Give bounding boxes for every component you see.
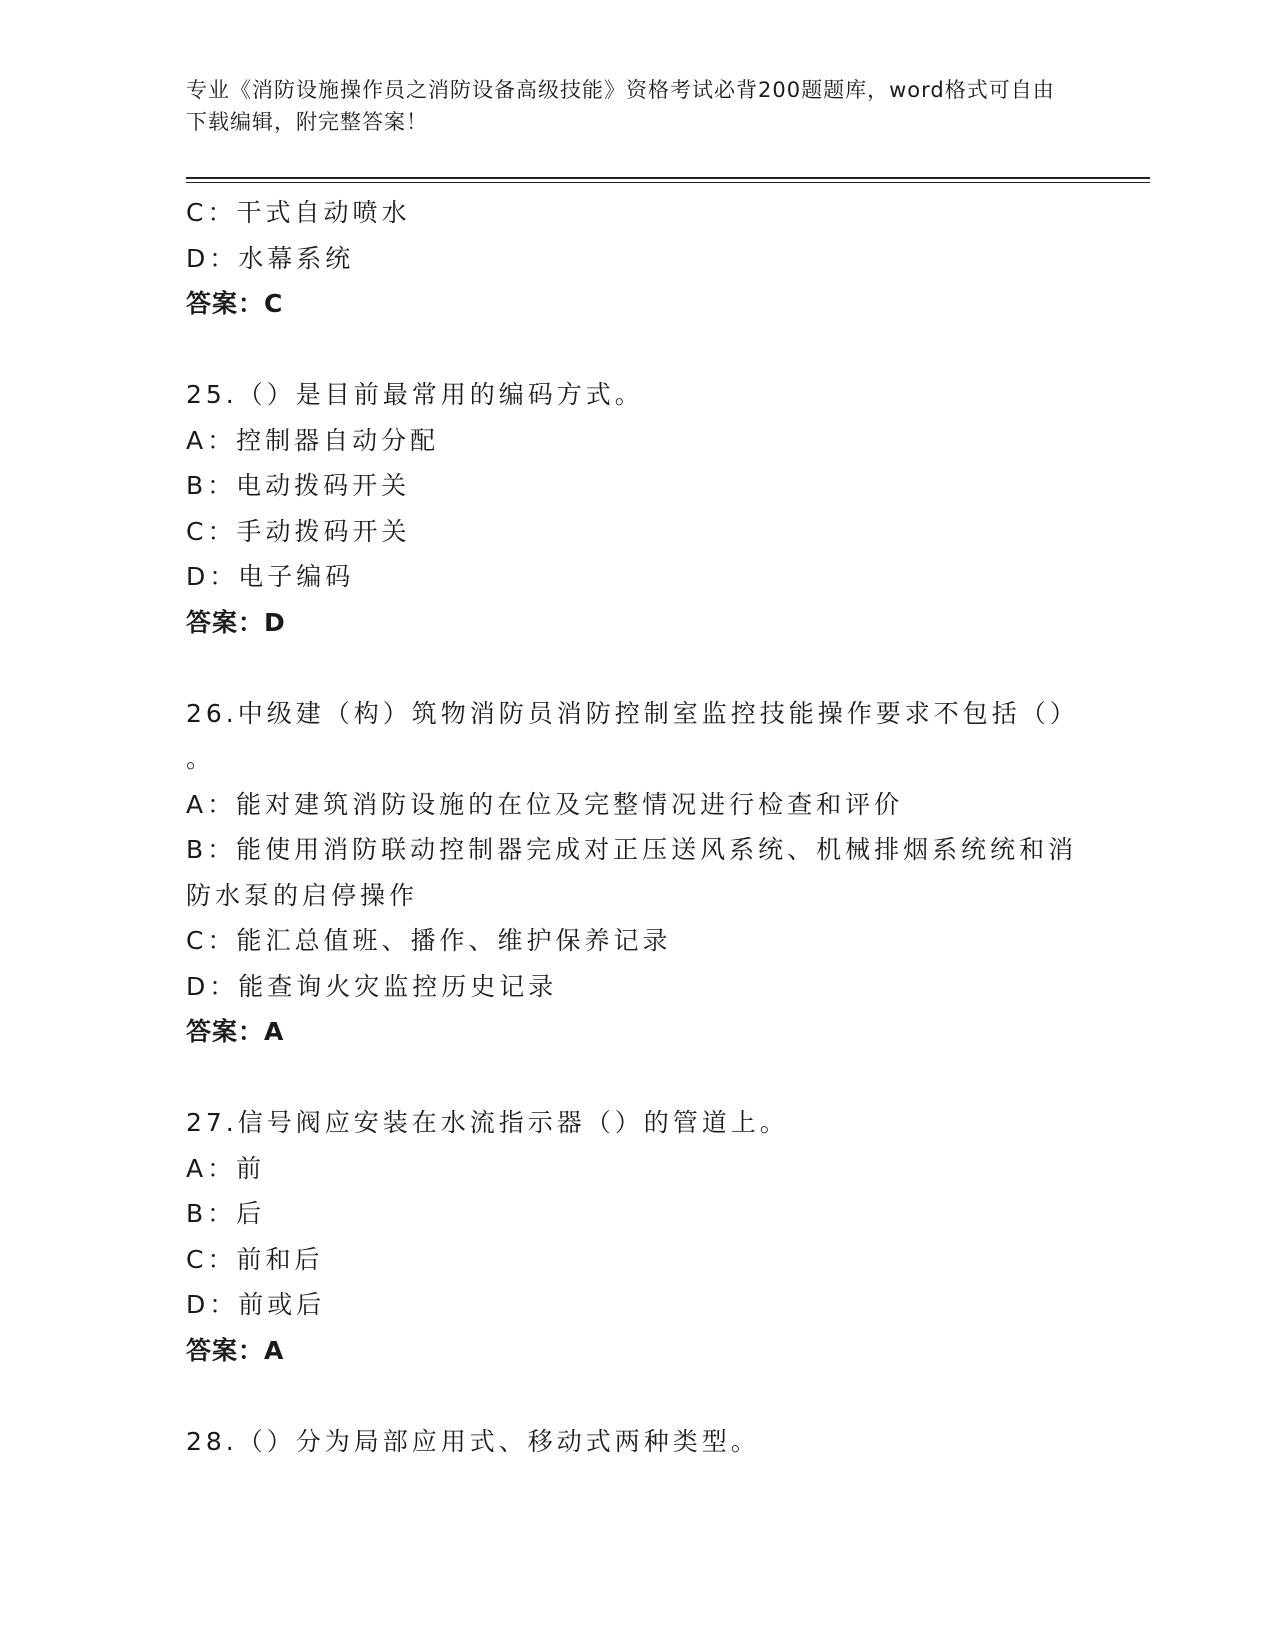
- answer: 答案：C: [186, 289, 284, 318]
- option-c: C：手动拨码开关: [186, 516, 411, 546]
- answer: 答案：A: [186, 1017, 285, 1046]
- question-25: [186, 372, 1086, 645]
- header-divider-thick: [186, 177, 1150, 179]
- question-stem: 26.中级建（构）筑物消防员消防控制室监控技能操作要求不包括（）: [186, 698, 1079, 728]
- question-27: [186, 1100, 1086, 1373]
- option-c: C：前和后: [186, 1244, 324, 1274]
- header-text: 专业《消防设施操作员之消防设备高级技能》资格考试必背200题题库，word格式可自由下载编辑，附完整答案！: [186, 78, 1055, 134]
- question-stem: 25.（）是目前最常用的编码方式。: [186, 380, 644, 409]
- option-b: B：后: [186, 1199, 266, 1228]
- option-a: A：控制器自动分配: [186, 425, 440, 455]
- question-stem: 28.（）分为局部应用式、移动式两种类型。: [186, 1426, 760, 1456]
- answer: 答案：A: [186, 1335, 285, 1365]
- option-d: D：电子编码: [186, 562, 355, 591]
- carryover-question: [186, 190, 1086, 327]
- answer: 答案：D: [186, 607, 286, 637]
- option-a: A：前: [186, 1153, 266, 1183]
- question-28: [186, 1419, 1086, 1465]
- option-b: B：电动拨码开关: [186, 471, 411, 500]
- option-d: D：前或后: [186, 1290, 326, 1319]
- question-stem-continued: 。: [186, 744, 216, 773]
- question-26: [186, 691, 1086, 1055]
- option-c: C：干式自动喷水: [186, 198, 411, 227]
- option-a: A：能对建筑消防设施的在位及完整情况进行检查和评价: [186, 789, 904, 819]
- header-divider-thin: [186, 182, 1150, 183]
- document-header: [186, 74, 1066, 138]
- option-b: B：能使用消防联动控制器完成对正压送风系统、机械排烟系统统和消: [186, 835, 1078, 864]
- option-b-continued: 防水泵的启停操作: [186, 880, 419, 910]
- option-d: D：水幕系统: [186, 243, 355, 273]
- question-stem: 27.信号阀应安装在水流指示器（）的管道上。: [186, 1108, 789, 1137]
- option-d: D：能查询火灾监控历史记录: [186, 971, 558, 1001]
- option-c: C：能汇总值班、播作、维护保养记录: [186, 926, 672, 955]
- question-list: [186, 190, 1086, 1464]
